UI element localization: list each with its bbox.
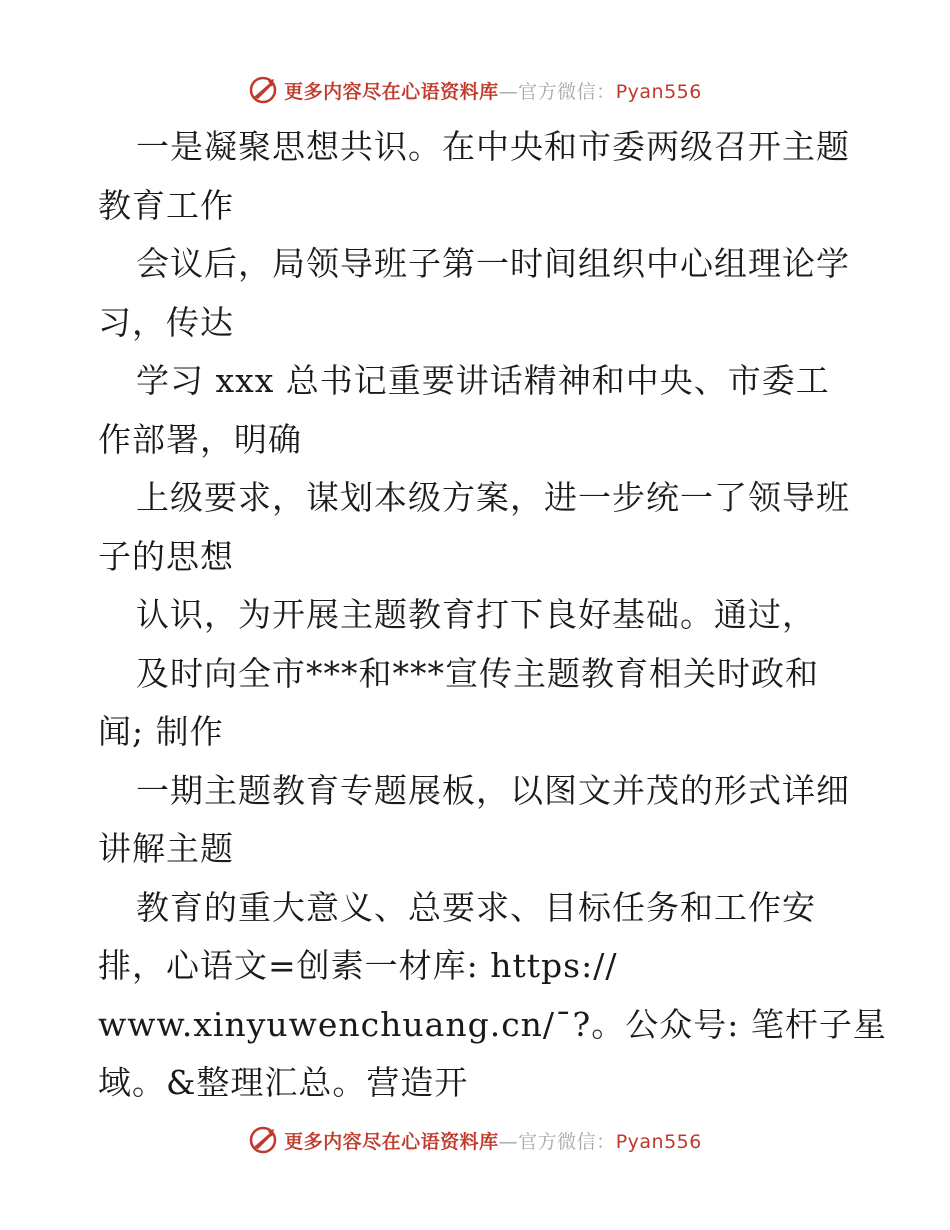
header-banner-main-text: 更多内容尽在心语资料库 bbox=[284, 80, 499, 103]
body-line: www.xinyuwenchuang.cn/¯?。公众号: 笔杆子星 bbox=[98, 1004, 887, 1044]
body-line: 域。&整理汇总。营造开 bbox=[98, 1063, 469, 1102]
quill-pen-circle-icon bbox=[248, 1125, 278, 1155]
document-body bbox=[98, 118, 898, 1113]
body-line: 教育工作 bbox=[98, 185, 234, 225]
footer-banner-id: Pyan556 bbox=[615, 1130, 702, 1153]
footer-banner-main-text: 更多内容尽在心语资料库 bbox=[284, 1130, 499, 1153]
body-line: 教育的重大意义、总要求、目标任务和工作安 bbox=[136, 887, 816, 927]
body-line: 讲解主题 bbox=[98, 829, 234, 868]
header-banner-dash: — bbox=[498, 80, 519, 103]
body-line: 及时向全市***和***宣传主题教育相关时政和 bbox=[136, 653, 819, 693]
body-line: 一期主题教育专题展板，以图文并茂的形式详细 bbox=[136, 770, 850, 810]
body-line: 认识，为开展主题教育打下良好基础。通过， bbox=[136, 595, 816, 634]
footer-banner-dash: — bbox=[498, 1130, 519, 1153]
body-line: 作部署，明确 bbox=[98, 419, 302, 459]
header-banner bbox=[0, 72, 950, 108]
body-line: 子的思想 bbox=[98, 536, 234, 576]
header-banner-label: 官方微信： bbox=[518, 80, 616, 103]
body-line: 上级要求，谋划本级方案，进一步统一了领导班 bbox=[136, 478, 850, 517]
quill-pen-circle-icon bbox=[248, 75, 278, 105]
body-line: 习，传达 bbox=[98, 302, 234, 342]
header-banner-id: Pyan556 bbox=[615, 80, 702, 103]
body-line: 会议后，局领导班子第一时间组织中心组理论学 bbox=[136, 244, 850, 283]
body-line: 一是凝聚思想共识。在中央和市委两级召开主题 bbox=[136, 127, 850, 166]
body-line: 闻; 制作 bbox=[98, 712, 224, 751]
footer-banner-label: 官方微信： bbox=[518, 1130, 616, 1153]
body-line: 排，心语文=创素一材库: https:// bbox=[98, 946, 618, 985]
body-line: 学习 xxx 总书记重要讲话精神和中央、市委工 bbox=[136, 361, 830, 400]
footer-banner bbox=[0, 1122, 950, 1158]
